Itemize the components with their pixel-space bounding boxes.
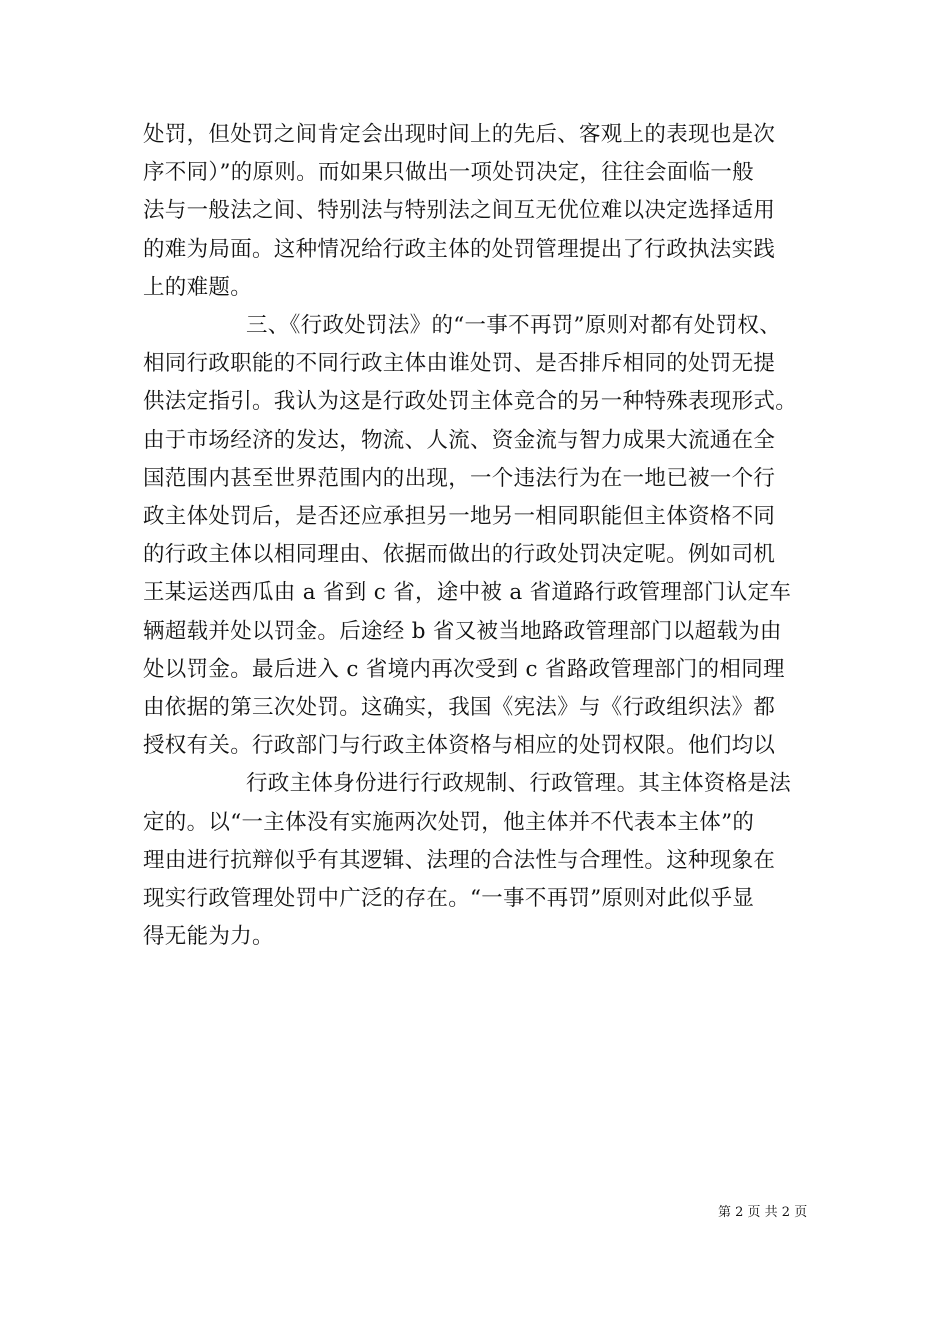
- text-line: 得无能为力。: [143, 924, 274, 949]
- text-line: 由依据的第三次处罚。这确实，我国《宪法》与《行政组织法》都: [143, 695, 776, 720]
- paragraph-first-line: 行政主体身份进行行政规制、行政管理。其主体资格是法: [246, 771, 792, 796]
- text-line: 法与一般法之间、特别法与特别法之间互无优位难以决定选择适用: [143, 198, 776, 223]
- text-line: 定的。以“一主体没有实施两次处罚，他主体并不代表本主体”的: [143, 810, 755, 835]
- text-line: 辆超载并处以罚金。后途经 b 省又被当地路政管理部门以超载为由: [143, 619, 782, 644]
- text-line: 现实行政管理处罚中广泛的存在。“一事不再罚”原则对此似乎显: [143, 886, 755, 911]
- text-line: 政主体处罚后，是否还应承担另一地另一相同职能但主体资格不同: [143, 504, 776, 529]
- text-line: 上的难题。: [143, 275, 253, 300]
- text-line: 处以罚金。最后进入 c 省境内再次受到 c 省路政管理部门的相同理: [143, 657, 785, 682]
- text-line: 王某运送西瓜由 a 省到 c 省，途中被 a 省道路行政管理部门认定车: [143, 580, 792, 605]
- text-line: 由于市场经济的发达，物流、人流、资金流与智力成果大流通在全: [143, 428, 776, 453]
- text-line: 的行政主体以相同理由、依据而做出的行政处罚决定呢。例如司机: [143, 542, 776, 567]
- text-line: 处罚，但处罚之间肯定会出现时间上的先后、客观上的表现也是次: [143, 122, 776, 147]
- text-line: 序不同）”的原则。而如果只做出一项处罚决定，往往会面临一般: [143, 160, 754, 185]
- paragraph-first-line: 三、《行政处罚法》的“一事不再罚”原则对都有处罚权、: [246, 313, 782, 338]
- text-line: 授权有关。行政部门与行政主体资格与相应的处罚权限。他们均以: [143, 733, 776, 758]
- text-line: 相同行政职能的不同行政主体由谁处罚、是否排斥相同的处罚无提: [143, 351, 776, 376]
- page-number: 第 2 页 共 2 页: [718, 1205, 808, 1220]
- text-line: 的难为局面。这种情况给行政主体的处罚管理提出了行政执法实践: [143, 237, 776, 262]
- text-line: 国范围内甚至世界范围内的出现，一个违法行为在一地已被一个行: [143, 466, 776, 491]
- text-line: 理由进行抗辩似乎有其逻辑、法理的合法性与合理性。这种现象在: [143, 848, 776, 873]
- text-line: 供法定指引。我认为这是行政处罚主体竞合的另一种特殊表现形式。: [143, 389, 798, 414]
